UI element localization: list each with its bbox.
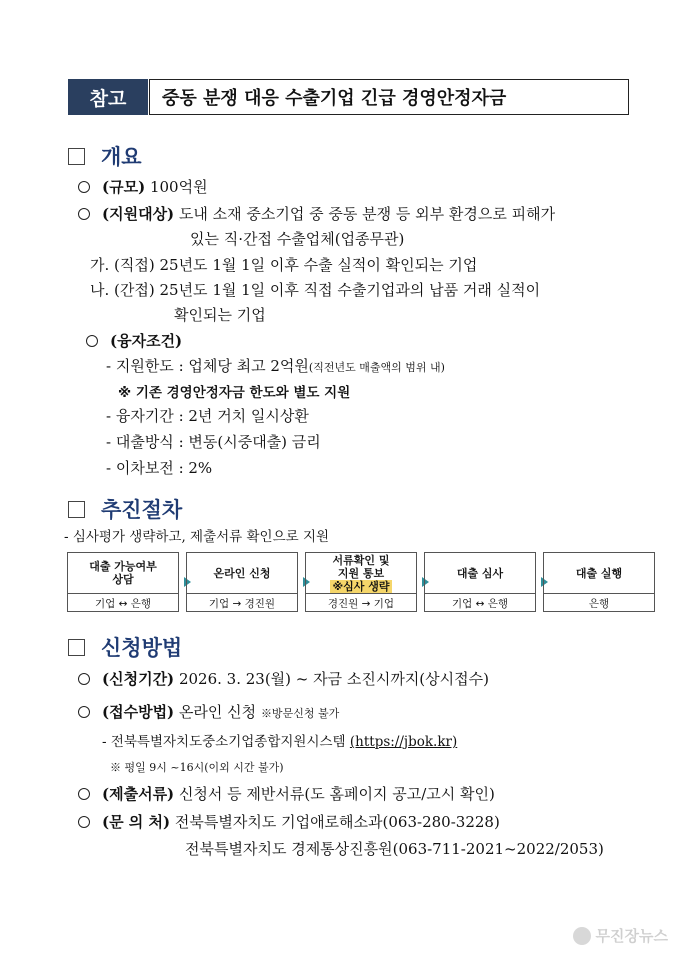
scale-line bbox=[78, 176, 208, 197]
document-title: 중동 분쟁 대응 수출기업 긴급 경영안정자금 bbox=[149, 79, 629, 115]
flow-step-title: 대출 가능여부 상담 bbox=[68, 553, 178, 594]
target-item-direct: 가. (직접) 25년도 1월 1일 이후 수출 실적이 확인되는 기업 bbox=[90, 256, 478, 274]
loan-method: - 대출방식 : 변동(시중대출) 금리 bbox=[106, 433, 321, 451]
application-heading-text: 신청방법 bbox=[101, 636, 183, 660]
overview-heading-text: 개요 bbox=[101, 145, 142, 169]
flow-step-title: 대출 심사 bbox=[425, 553, 535, 594]
separate-limit-note: ※ 기존 경영안정자금 한도와 별도 지원 bbox=[118, 385, 351, 401]
flow-step-loan-execute bbox=[543, 552, 655, 612]
loan-period: - 융자기간 : 2년 거치 일시상환 bbox=[106, 407, 309, 425]
contact-line bbox=[78, 811, 500, 832]
watermark-text: 무진장뉴스 bbox=[595, 927, 668, 945]
target-label: (지원대상) bbox=[102, 205, 175, 223]
circle-bullet-icon bbox=[78, 181, 90, 193]
scale-label: (규모) bbox=[102, 178, 146, 196]
flow-step-actor: 기업 ↔ 은행 bbox=[94, 598, 152, 610]
flow-step-actor: 경진원 → 기업 bbox=[327, 598, 395, 610]
flow-step-title: 대출 실행 bbox=[544, 553, 654, 594]
flow-step-actor: 은행 bbox=[588, 598, 610, 610]
contact-value-1: 전북특별자치도 기업애로해소과(063-280-3228) bbox=[174, 813, 500, 831]
flow-step-loan-review bbox=[424, 552, 536, 612]
flow-step-title: 온라인 신청 bbox=[187, 553, 297, 594]
application-method-line bbox=[78, 701, 339, 722]
application-method-label: (접수방법) bbox=[102, 703, 175, 721]
documents-line bbox=[78, 783, 495, 804]
procedure-note: - 심사평가 생략하고, 제출서류 확인으로 지원 bbox=[64, 529, 330, 545]
support-system-line bbox=[102, 730, 457, 750]
watermark bbox=[573, 925, 668, 946]
circle-bullet-icon bbox=[78, 788, 90, 800]
section-heading-procedure bbox=[68, 494, 182, 524]
contact-label: (문 의 처) bbox=[102, 813, 171, 831]
circle-bullet-icon bbox=[78, 816, 90, 828]
flow-step-apply bbox=[186, 552, 298, 612]
skip-review-highlight: ※심사 생략 bbox=[332, 579, 390, 593]
procedure-heading-text: 추진절차 bbox=[101, 498, 183, 522]
interest-subsidy: - 이차보전 : 2% bbox=[106, 459, 213, 477]
target-line bbox=[78, 203, 555, 224]
circle-bullet-icon bbox=[78, 706, 90, 718]
flow-step-actor: 기업 ↔ 은행 bbox=[451, 598, 509, 610]
flow-step-title: 서류확인 및 지원 통보 ※심사 생략 bbox=[306, 553, 416, 594]
support-system-link[interactable]: (https://jbok.kr) bbox=[349, 734, 458, 750]
circle-bullet-icon bbox=[86, 335, 98, 347]
flow-step-actor: 기업 → 경진원 bbox=[208, 598, 276, 610]
application-period-value: 2026. 3. 23(월) ~ 자금 소진시까지(상시접수) bbox=[178, 670, 489, 688]
loan-terms-line bbox=[86, 330, 182, 351]
section-heading-overview bbox=[68, 141, 142, 171]
circle-bullet-icon bbox=[78, 673, 90, 685]
target-item-indirect-1: 나. (간접) 25년도 1월 1일 이후 직접 수출기업과의 납품 거래 실적이 bbox=[90, 281, 541, 299]
application-period-label: (신청기간) bbox=[102, 670, 175, 688]
square-bullet-icon bbox=[68, 501, 85, 518]
square-bullet-icon bbox=[68, 639, 85, 656]
limit-text: - 지원한도 : 업체당 최고 2억원 bbox=[106, 357, 309, 375]
business-hours-note: ※ 평일 9시 ~16시(이외 시간 불가) bbox=[110, 761, 284, 774]
target-item-indirect-2: 확인되는 기업 bbox=[174, 306, 266, 324]
visit-not-allowed-note: ※방문신청 불가 bbox=[260, 707, 340, 720]
watermark-logo-icon bbox=[573, 927, 591, 945]
application-method-value: 온라인 신청 bbox=[178, 703, 257, 721]
documents-value: 신청서 등 제반서류(도 홈페이지 공고/고시 확인) bbox=[178, 785, 495, 803]
reference-badge: 참고 bbox=[68, 79, 148, 115]
target-text-2: 있는 직·간접 수출업체(업종무관) bbox=[190, 230, 405, 248]
support-system-name: - 전북특별자치도중소기업종합지원시스템 bbox=[102, 734, 346, 750]
target-text-1: 도내 소재 중소기업 중 중동 분쟁 등 외부 환경으로 피해가 bbox=[178, 205, 556, 223]
section-heading-application bbox=[68, 632, 182, 662]
application-period-line bbox=[78, 668, 489, 689]
square-bullet-icon bbox=[68, 148, 85, 165]
scale-value: 100억원 bbox=[149, 178, 208, 196]
documents-label: (제출서류) bbox=[102, 785, 175, 803]
circle-bullet-icon bbox=[78, 208, 90, 220]
loan-terms-label: (융자조건) bbox=[110, 332, 183, 350]
flow-step-review-docs bbox=[305, 552, 417, 612]
contact-value-2: 전북특별자치도 경제통상진흥원(063-711-2021~2022/2053) bbox=[185, 840, 604, 858]
flow-step-consult bbox=[67, 552, 179, 612]
limit-line bbox=[106, 355, 445, 376]
limit-note: (직전년도 매출액의 범위 내) bbox=[308, 361, 445, 374]
